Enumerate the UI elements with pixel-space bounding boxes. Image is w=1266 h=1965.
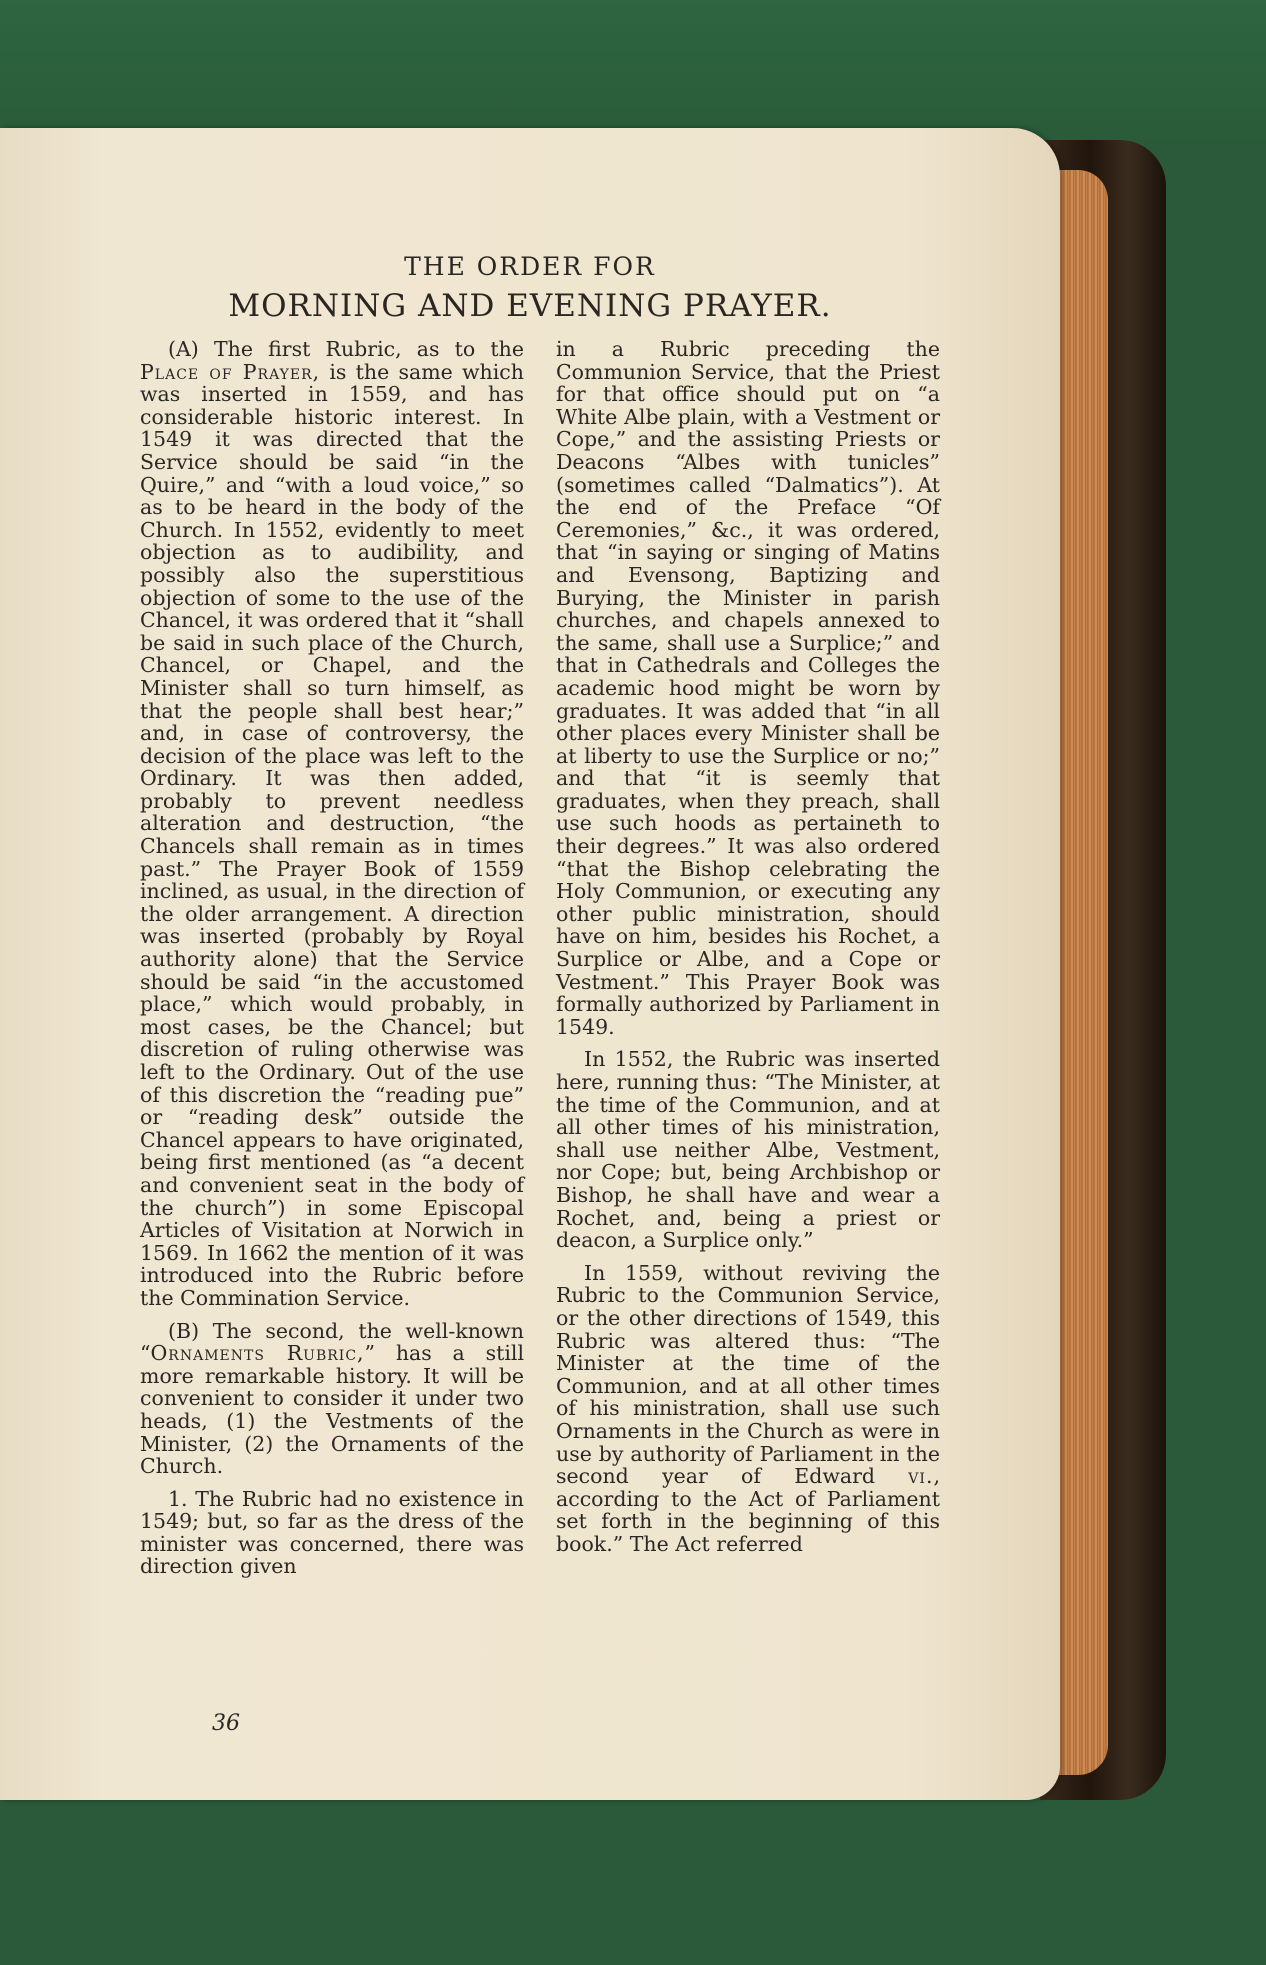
small-caps-term: Place of Prayer, [140, 359, 321, 384]
book-page [0, 128, 1060, 1800]
right-column [556, 338, 940, 1565]
paragraph-b: (B) The second, the well-known “Ornaments Rubric,” has a still more remarkable history. It will be convenient to consider it under two heads, (1) the Vestments of the Minister, (2) the Ornaments of the Church. [140, 1318, 525, 1479]
paragraph-1: 1. The Rubric had no existence in 1549; but, so far as the dress of the minister was concerned, there was direction given [140, 1486, 524, 1579]
backdrop [0, 0, 1266, 140]
running-header: THE ORDER FOR [404, 252, 656, 281]
paragraph-1559: In 1559, without reviving the Rubric to the Communion Service, or the other directions of 1549, this Rubric was altered thus: “The Minister at the time of the Communion, and at all other times of his ministration, shall use such Ornaments in the Church as were in use by authority of Parliament in the second year of Edward vi., according to the Act of Parliament set forth in the beginning of this book.” The Act referred [556, 1260, 940, 1556]
left-column [140, 338, 524, 1588]
paragraph-1552: In 1552, the Rubric was inserted here, running thus: “The Minister, at the time of the Communion, and at all other times of his ministration, shall use neither Albe, Vestment, nor Cope; but, being Archbishop or Bishop, he shall have and wear a Rochet, and, being a priest or deacon, a Surplice only.” [556, 1047, 940, 1253]
paragraph-continued: in a Rubric preceding the Communion Service, that the Priest for that office should put on “a White Albe plain, with a Vestment or Cope,” and the assisting Priests or Deacons “Albes with tunicles” (sometimes called “Dalmatics”). At the end of the Preface “Of Ceremonies,” &c., it was ordered, that “in saying or singing of Matins and Evensong, Baptizing and Burying, the Minister in parish churches, and chapels annexed to the same, shall use a Surplice;” and that in Cathedrals and Colleges the academic hood might be worn by graduates. It was added that “in all other places every Minister shall be at liberty to use the Surplice or no;” and that “it is seemly that graduates, when they preach, shall use such hoods as pertaineth to their degrees.” It was also ordered “that the Bishop celebrating the Holy Communion, or executing any other public ministration, should have on him, besides his Rochet, a Surplice or Albe, and a Cope or Vestment.” This Prayer Book was formally authorized by Parliament in 1549. [556, 337, 940, 1039]
page-title: MORNING AND EVENING PRAYER. [228, 288, 832, 324]
paragraph-a: (A) The first Rubric, as to the Place of Prayer, is the same which was inserted in 1559, and has considerable historic interest. In 1549 it was directed that the Service should be said “in the Quire,” and “with a loud voice,” so as to be heard in the body of the Church. In 1552, evidently to meet objection as to audibility, and possibly also the superstitious objection of some to the use of the Chancel, it was ordered that it “shall be said in such place of the Church, Chancel, or Chapel, and the Minister shall so turn himself, as that the people shall best hear;” and, in case of controversy, the decision of the place was left to the Ordinary. It was then added, probably to prevent needless alteration and destruction, “the Chancels shall remain as in times past.” The Prayer Book of 1559 inclined, as usual, in the direction of the older arrangement. A direction was inserted (probably by Royal authority alone) that the Service should be said “in the accustomed place,” which would probably, in most cases, be the Chancel; but discretion of ruling otherwise was left to the Ordinary. Out of the use of this discretion the “reading pue” or “reading desk” outside the Chancel appears to have originated, being first mentioned (as “a decent and convenient seat in the body of the church”) in some Episcopal Articles of Visitation at Norwich in 1569. In 1662 the mention of it was introduced into the Rubric before the Commination Service. [140, 337, 524, 1310]
page-number: 36 [212, 1711, 240, 1736]
small-caps-term: Ornaments Rubric, [150, 1341, 365, 1366]
